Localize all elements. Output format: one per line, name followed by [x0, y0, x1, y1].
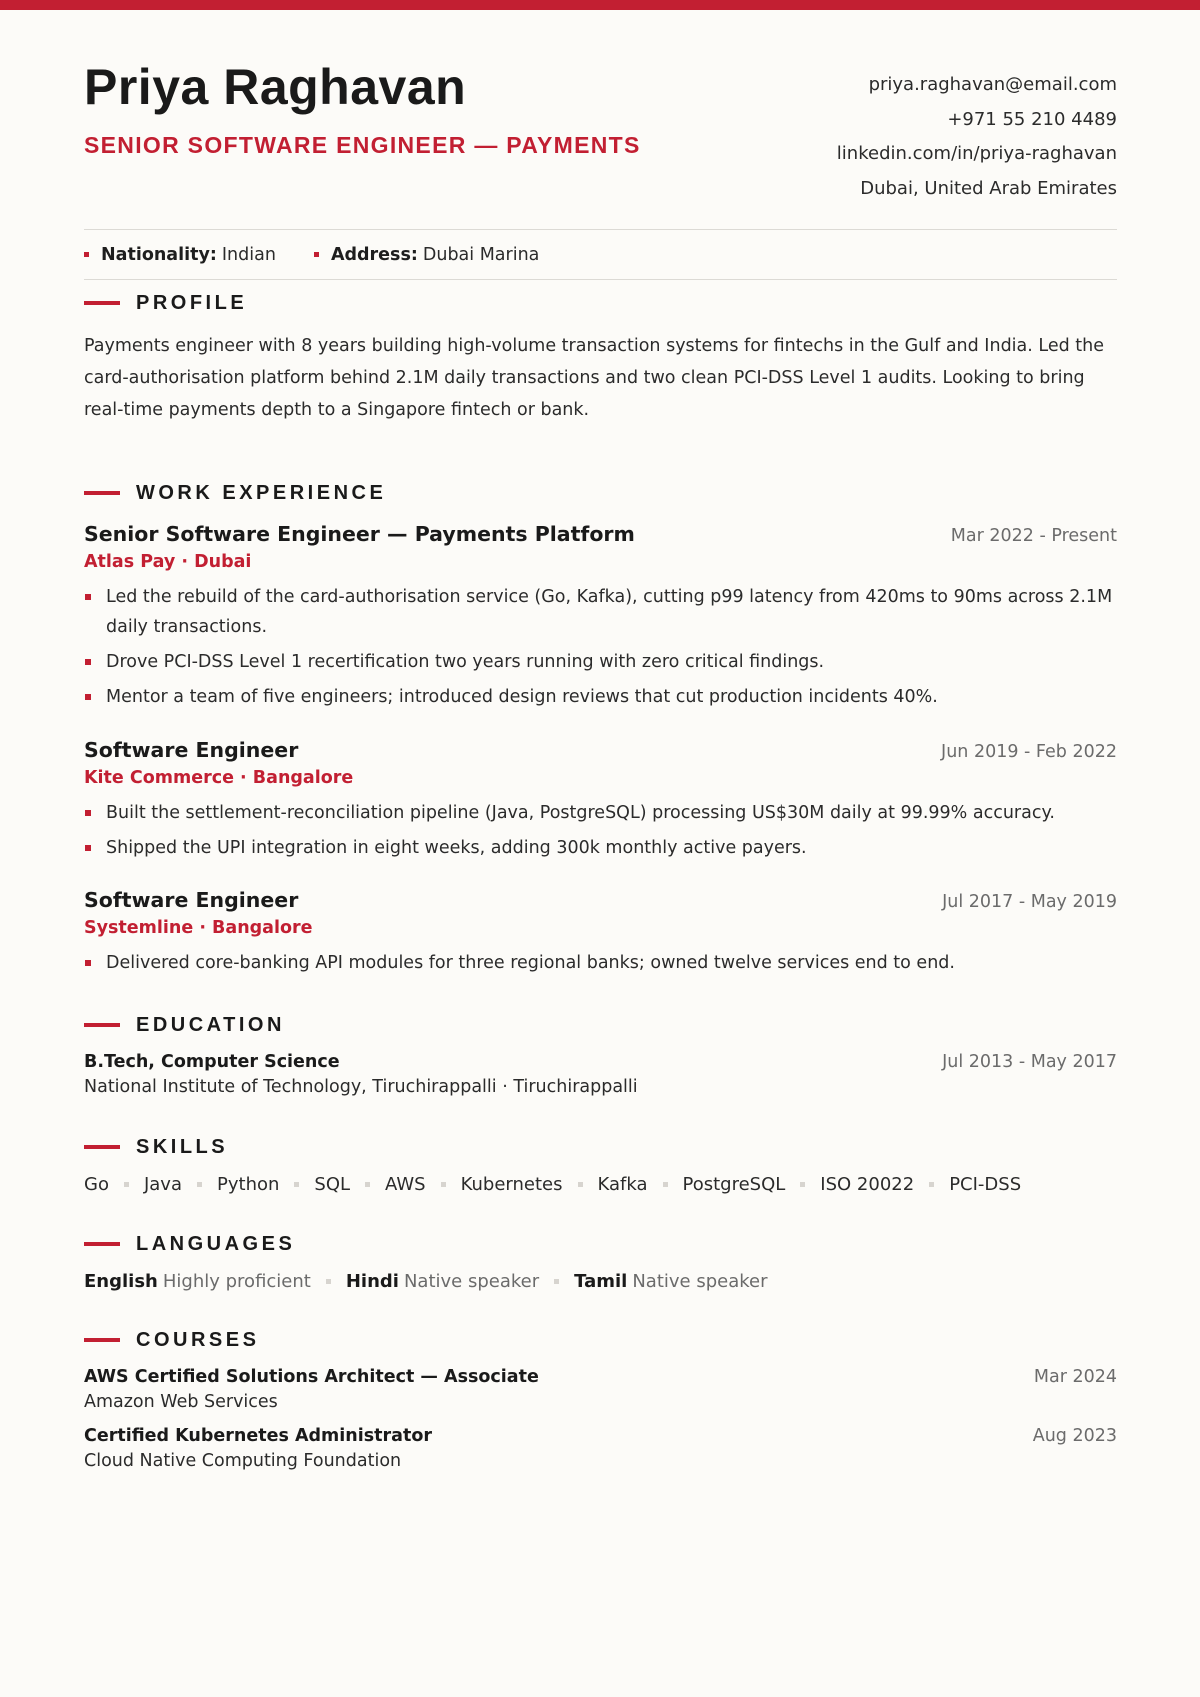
language-level: Native speaker	[632, 1271, 768, 1292]
course-entry	[84, 1367, 1117, 1412]
section-title: EDUCATION	[136, 1013, 285, 1036]
section-title: PROFILE	[136, 291, 248, 314]
education-dates: Jul 2013 - May 2017	[942, 1052, 1117, 1072]
job-bullet: Led the rebuild of the card-authorisation service (Go, Kafka), cutting p99 latency from 420ms to 90ms across 2.1M daily transactions.	[84, 582, 1117, 642]
candidate-name: Priya Raghavan	[84, 59, 467, 115]
institution: National Institute of Technology, Tiruchirappalli · Tiruchirappalli	[84, 1077, 638, 1097]
bullet-square-icon	[85, 659, 91, 665]
meta-value: Indian	[221, 244, 276, 265]
skill-item: SQL	[314, 1174, 351, 1195]
course-title: Certified Kubernetes Administrator	[84, 1426, 432, 1446]
meta-address	[314, 245, 539, 265]
resume-header	[84, 0, 1117, 230]
section-heading	[84, 1012, 1117, 1038]
course-provider: Amazon Web Services	[84, 1392, 278, 1412]
section-title: SKILLS	[136, 1135, 229, 1158]
separator-icon	[929, 1182, 934, 1187]
languages-section	[84, 1231, 1117, 1292]
language-name: Hindi	[345, 1271, 399, 1292]
skill-item: AWS	[385, 1174, 426, 1195]
separator-icon	[554, 1279, 559, 1284]
job-company: Kite Commerce · Bangalore	[84, 768, 354, 788]
meta-label: Nationality:	[101, 244, 217, 265]
section-heading	[84, 290, 1117, 316]
job-company: Systemline · Bangalore	[84, 918, 313, 938]
skills-list	[84, 1174, 1117, 1195]
experience-section	[84, 480, 1117, 506]
contact-block	[837, 68, 1117, 206]
contact-linkedin[interactable]: linkedin.com/in/priya-raghavan	[836, 143, 1117, 164]
contact-email[interactable]: priya.raghavan@email.com	[868, 74, 1117, 95]
job-dates: Mar 2022 - Present	[950, 526, 1117, 546]
courses-section	[84, 1327, 1117, 1471]
section-heading	[84, 480, 1117, 506]
section-title: COURSES	[136, 1328, 260, 1351]
separator-icon	[365, 1182, 370, 1187]
course-date: Mar 2024	[1033, 1367, 1117, 1387]
job-bullets	[84, 582, 1117, 712]
resume-page	[84, 0, 1117, 1471]
skills-section	[84, 1134, 1117, 1195]
language-name: Tamil	[574, 1271, 628, 1292]
course-entry	[84, 1426, 1117, 1471]
job-bullet: Shipped the UPI integration in eight weeks, adding 300k monthly active payers.	[84, 833, 1117, 863]
job-dates: Jul 2017 - May 2019	[942, 892, 1117, 912]
separator-icon	[800, 1182, 805, 1187]
course-title: AWS Certified Solutions Architect — Associate	[84, 1367, 539, 1387]
language-level: Native speaker	[403, 1271, 540, 1292]
meta-label: Address:	[330, 244, 418, 265]
job-bullets	[84, 798, 1117, 863]
skill-item: PCI-DSS	[949, 1174, 1022, 1195]
section-title: WORK EXPERIENCE	[136, 481, 387, 504]
job-entry	[84, 522, 1117, 717]
profile-summary: Payments engineer with 8 years building high-volume transaction systems for fintechs in the Gulf and India. Led the card-authorisation platform behind 2.1M daily transactions and two clean PCI-DSS Level 1 audits. Looking to bring real-time payments depth to a Singapore fintech or bank.	[84, 336, 1104, 420]
section-bar-icon	[84, 301, 120, 305]
meta-value: Dubai Marina	[422, 244, 540, 265]
separator-icon	[663, 1182, 668, 1187]
skill-item: Kafka	[597, 1174, 648, 1195]
section-bar-icon	[84, 1145, 120, 1149]
separator-icon	[578, 1182, 583, 1187]
section-bar-icon	[84, 1023, 120, 1027]
bullet-square-icon	[84, 252, 89, 257]
job-dates: Jun 2019 - Feb 2022	[941, 742, 1117, 762]
contact-phone[interactable]: +971 55 210 4489	[947, 108, 1117, 130]
bullet-square-icon	[314, 252, 319, 257]
job-bullets	[84, 948, 1117, 978]
job-title: Senior Software Engineer — Payments Platform	[84, 522, 635, 546]
bullet-square-icon	[85, 810, 91, 816]
skill-item: PostgreSQL	[682, 1174, 786, 1195]
section-heading	[84, 1134, 1117, 1160]
bullet-square-icon	[85, 694, 91, 700]
job-entry	[84, 888, 1117, 983]
job-title: Software Engineer	[84, 738, 299, 762]
profile-section	[84, 290, 1117, 426]
skill-item: Go	[84, 1174, 109, 1195]
skill-item: Java	[143, 1174, 182, 1195]
job-bullet: Built the settlement-reconciliation pipeline (Java, PostgreSQL) processing US$30M daily at 99.99% accuracy.	[84, 798, 1117, 828]
job-company: Atlas Pay · Dubai	[84, 552, 252, 572]
skill-item: Kubernetes	[460, 1174, 563, 1195]
bullet-square-icon	[85, 845, 91, 851]
education-section	[84, 1012, 1117, 1097]
section-title: LANGUAGES	[136, 1232, 296, 1255]
bullet-square-icon	[85, 594, 91, 600]
course-provider: Cloud Native Computing Foundation	[84, 1451, 402, 1471]
separator-icon	[197, 1182, 202, 1187]
bullet-square-icon	[85, 960, 91, 966]
job-bullet: Drove PCI-DSS Level 1 recertification two years running with zero critical findings.	[84, 647, 1117, 677]
skill-item: ISO 20022	[820, 1174, 915, 1195]
languages-list	[84, 1271, 1117, 1292]
separator-icon	[124, 1182, 129, 1187]
skill-item: Python	[217, 1174, 280, 1195]
separator-icon	[294, 1182, 299, 1187]
personal-details-row	[84, 229, 1117, 280]
section-bar-icon	[84, 1338, 120, 1342]
separator-icon	[441, 1182, 446, 1187]
section-heading	[84, 1327, 1117, 1353]
language-level: Highly proficient	[162, 1271, 311, 1292]
job-entry	[84, 738, 1117, 868]
separator-icon	[326, 1279, 331, 1284]
job-bullet: Delivered core-banking API modules for three regional banks; owned twelve services end to end.	[84, 948, 1117, 978]
job-title-headline: SENIOR SOFTWARE ENGINEER — PAYMENTS	[84, 132, 641, 158]
section-heading	[84, 1231, 1117, 1257]
meta-nationality	[84, 245, 276, 265]
contact-location: Dubai, United Arab Emirates	[860, 177, 1117, 199]
job-bullet: Mentor a team of five engineers; introduced design reviews that cut production incidents 40%.	[84, 682, 1117, 712]
degree: B.Tech, Computer Science	[84, 1052, 340, 1072]
section-bar-icon	[84, 1242, 120, 1246]
course-date: Aug 2023	[1032, 1426, 1117, 1446]
section-bar-icon	[84, 491, 120, 495]
language-name: English	[84, 1271, 158, 1292]
job-title: Software Engineer	[84, 888, 299, 912]
